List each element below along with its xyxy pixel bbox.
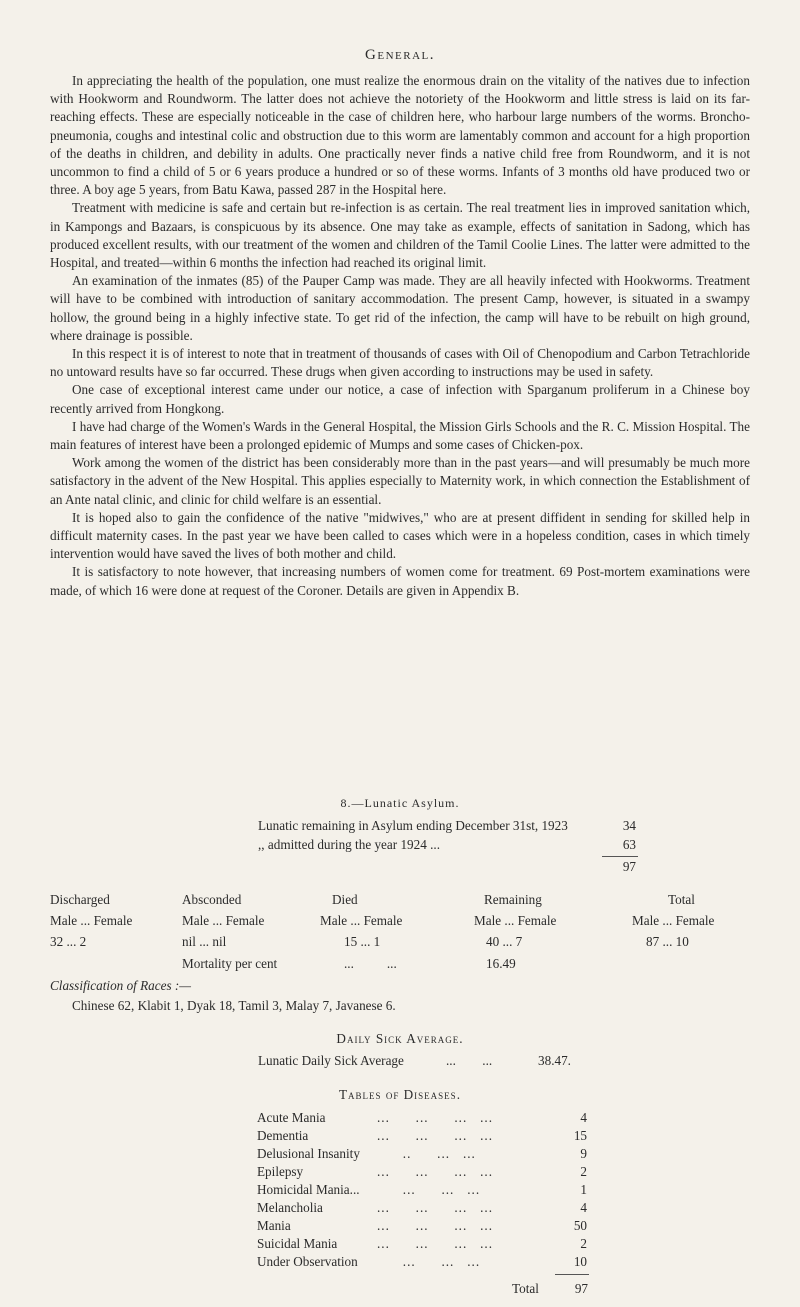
total-value: 97 xyxy=(622,859,636,874)
paragraph: I have had charge of the Women's Wards in the General Hospital, the Mission Girls Schools and the R. C. Mission Hospital. The main features of interest have been a prolonged epidemic of Mumps and some cases of Chicken-pox. xyxy=(50,418,750,453)
value-died: 15 ... 1 xyxy=(344,934,381,949)
leader-dots: ... ... ... xyxy=(377,1254,481,1269)
header-remaining: Remaining xyxy=(484,892,542,907)
value-remaining: 40 ... 7 xyxy=(486,934,523,949)
diseases-title: Tables of Diseases. xyxy=(339,1087,461,1102)
disease-name: Epilepsy xyxy=(257,1164,304,1179)
value-discharged: 32 ... 2 xyxy=(50,934,87,949)
table-row xyxy=(257,1200,587,1218)
admitted-value: 63 xyxy=(622,837,636,852)
disease-name: Melancholia xyxy=(257,1200,323,1215)
total-rule xyxy=(555,1274,589,1275)
subheader: Male ... Female xyxy=(632,913,715,928)
paragraph: Treatment with medicine is safe and certain but re-infection is as certain. The real treatment lies in improved sanitation which, in Kampongs and Bazaars, is conspicuous by its absence. One may take as example, effects of sanitation in Sadong, which has produced excellent results, with our treatment of the women and children of the Tamil Coolie Lines. The latter were admitted to the Hospital, and treated—within 6 months the infection had reached its original limit. xyxy=(50,200,750,271)
disease-count: 4 xyxy=(580,1110,587,1125)
header-discharged: Discharged xyxy=(50,892,110,907)
leader-dots: ... ... ... ... xyxy=(377,1110,494,1125)
mortality-label: Mortality per cent xyxy=(182,956,278,971)
subheader: Male ... Female xyxy=(182,913,265,928)
paragraph: One case of exceptional interest came under our notice, a case of infection with Sparganum proliferum in a Chinese boy recently arrived from Hongkong. xyxy=(50,382,750,416)
page-heading: General. xyxy=(365,47,435,63)
remaining-value: 34 xyxy=(622,818,636,833)
subheader: Male ... Female xyxy=(320,913,403,928)
table-row xyxy=(257,1110,587,1128)
paragraph: Work among the women of the district has been considerably more than in the past years—and will presumably be much more satisfactory in the advent of the New Hospital. This applies especially to Maternity work, in which connection the Establishment of an Ante natal clinic, and clinic for child welfare is an essential. xyxy=(50,455,750,507)
header-absconded: Absconded xyxy=(182,892,242,907)
disease-name: Mania xyxy=(257,1218,291,1233)
subheader: Male ... Female xyxy=(50,913,133,928)
diseases-total-label: Total xyxy=(512,1281,539,1296)
value-absconded: nil ... nil xyxy=(182,934,227,949)
disease-count: 10 xyxy=(573,1254,587,1269)
diseases-total-value: 97 xyxy=(574,1281,588,1296)
disease-name: Under Observation xyxy=(257,1254,358,1269)
leader-dots: ... ... ... xyxy=(377,1182,481,1197)
leader-dots: ... ... ... ... xyxy=(377,1218,494,1233)
table-row xyxy=(257,1236,587,1254)
disease-name: Delusional Insanity xyxy=(257,1146,360,1161)
leader-dots: ... ... ... ... xyxy=(377,1128,494,1143)
disease-count: 4 xyxy=(580,1200,587,1215)
disease-count: 50 xyxy=(573,1218,587,1233)
leader-dots: ... ... ... ... xyxy=(377,1164,494,1179)
header-total: Total xyxy=(668,892,695,907)
disease-count: 2 xyxy=(580,1164,587,1179)
admitted-label: ,, admitted during the year 1924 ... xyxy=(258,837,441,852)
table-row xyxy=(257,1182,587,1200)
leader-dots: .. ... ... xyxy=(377,1146,476,1161)
body-text xyxy=(50,72,750,600)
table-row xyxy=(257,1254,587,1272)
daily-value: 38.47. xyxy=(538,1053,571,1068)
paragraph: It is hoped also to gain the confidence of the native "midwives," who are at present diffident in sending for skilled help in difficult maternity cases. In the past year we have been called to cases which were in a hopeless condition, cases in which timely intervention would have saved the lives of both mother and child. xyxy=(50,509,750,562)
disease-count: 2 xyxy=(580,1236,587,1251)
section-title: 8.—Lunatic Asylum. xyxy=(340,796,460,810)
races-text: Chinese 62, Klabit 1, Dyak 18, Tamil 3, Malay 7, Javanese 6. xyxy=(72,998,396,1013)
races-label: Classification of Races :— xyxy=(50,978,192,993)
table-row xyxy=(257,1146,587,1164)
sum-rule xyxy=(602,856,638,857)
disease-name: Acute Mania xyxy=(257,1110,326,1125)
table-row xyxy=(257,1128,587,1146)
table-row xyxy=(257,1218,587,1236)
paragraph: An examination of the inmates (85) of the Pauper Camp was made. They are all heavily infected with Hookworms. Treatment will have to be combined with introduction of sanitary accommodation. The present Camp, however, is situated in a swampy hollow, the ground being in a highly infective state. To get rid of the infection, the camp will have to be rebuilt on high ground, where drainage is possible. xyxy=(50,273,750,343)
value-total: 87 ... 10 xyxy=(646,934,689,949)
mortality-value: 16.49 xyxy=(486,956,516,971)
disease-count: 15 xyxy=(573,1128,587,1143)
daily-dots: ... ... xyxy=(446,1053,493,1068)
daily-label: Lunatic Daily Sick Average xyxy=(258,1053,404,1068)
table-row xyxy=(257,1164,587,1182)
header-died: Died xyxy=(332,892,358,907)
disease-count: 1 xyxy=(580,1182,587,1197)
paragraph: It is satisfactory to note however, that increasing numbers of women come for treatment. 69 Post-mortem examinations were made, of which 16 were done at request of the Coroner. Details are given in Appendix B. xyxy=(50,564,750,598)
leader-dots: ... ... ... ... xyxy=(377,1236,494,1251)
disease-name: Suicidal Mania xyxy=(257,1236,338,1251)
disease-name: Dementia xyxy=(257,1128,309,1143)
paragraph: In appreciating the health of the population, one must realize the enormous drain on the vitality of the natives due to infection with Hookworm and Roundworm. The latter does not achieve the notoriety of the Hookworm and little stress is laid on its far-reaching effects. These are especially noticeable in the case of children here, who harbour large numbers of the worms. Broncho-pneumonia, coughs and intestinal colic and obstruction due to this worm are lamentably common and account for a high proportion of the deaths in children, and debility in adults. One practically never finds a native child free from Roundworm, and it is not uncommon to find a child of 5 or 6 years produce a hundred or so of these worms. Infants of 3 months old have produced two or three. A boy age 5 years, from Batu Kawa, passed 287 in the Hospital here. xyxy=(50,73,750,198)
paragraph: In this respect it is of interest to note that in treatment of thousands of cases with Oil of Chenopodium and Carbon Tetrachloride no untoward results have so far occurred. These drugs when given according to instructions may be used in safety. xyxy=(50,346,750,380)
disease-name: Homicidal Mania... xyxy=(257,1182,360,1197)
subheader: Male ... Female xyxy=(474,913,557,928)
daily-title: Daily Sick Average. xyxy=(336,1031,464,1046)
mortality-dots: ... ... xyxy=(344,956,397,971)
leader-dots: ... ... ... ... xyxy=(377,1200,494,1215)
remaining-label: Lunatic remaining in Asylum ending December 31st, 1923 xyxy=(258,818,568,833)
disease-count: 9 xyxy=(580,1146,587,1161)
